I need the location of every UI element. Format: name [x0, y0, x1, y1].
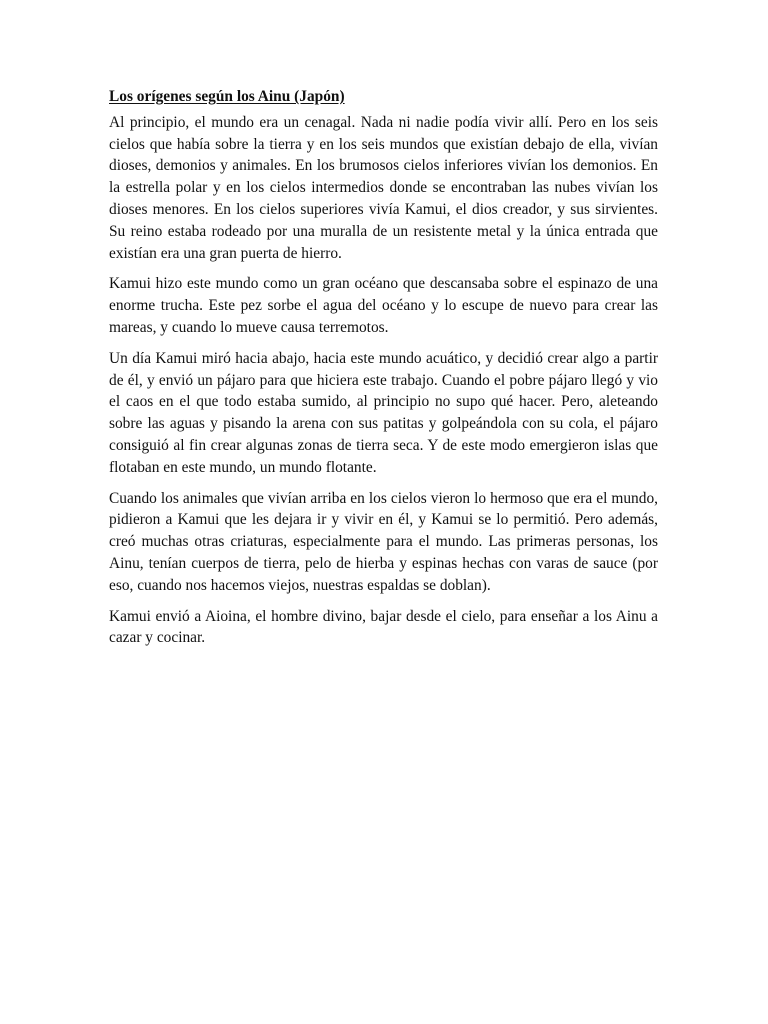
- paragraph-4: Cuando los animales que vivían arriba en los cielos vieron lo hermoso que era el mundo, pidieron a Kamui que les dejara ir y vivir en él, y Kamui se lo permitió. Pero además, creó muchas otras criaturas, especialmente para el mundo. Las primeras personas, los Ainu, tenían cuerpos de tierra, pelo de hierba y espinas hechas con varas de sauce (por eso, cuando nos hacemos viejos, nuestras espaldas se doblan).: [109, 489, 658, 594]
- paragraph-1: Al principio, el mundo era un cenagal. Nada ni nadie podía vivir allí. Pero en los seis cielos que había sobre la tierra y en los seis mundos que existían debajo de ella, vivían dioses, demonios y animales. En los brumosos cielos inferiores vivían los demonios. En la estrella polar y en los cielos intermedios donde se encontraban las nubes vivían los dioses menores. En los cielos superiores vivía Kamui, el dios creador, y sus sirvientes. Su reino estaba rodeado por una muralla de un resistente metal y la única entrada que existían era una gran puerta de hierro.: [109, 113, 658, 262]
- paragraph-2: Kamui hizo este mundo como un gran océano que descansaba sobre el espinazo de una enorme trucha. Este pez sorbe el agua del océano y lo escupe de nuevo para crear las mareas, y cuando lo mueve causa terremotos.: [109, 275, 658, 336]
- paragraph-3: Un día Kamui miró hacia abajo, hacia este mundo acuático, y decidió crear algo a partir de él, y envió un pájaro para que hiciera este trabajo. Cuando el pobre pájaro llegó y vio el caos en el que todo estaba sumido, al principio no supo qué hacer. Pero, aleteando sobre las aguas y pisando la arena con sus patitas y golpeándola con su cola, el pájaro consiguió al fin crear algunas zonas de tierra seca. Y de este modo emergieron islas que flotaban en este mundo, un mundo flotante.: [109, 349, 658, 476]
- paragraph-5: Kamui envió a Aioina, el hombre divino, bajar desde el cielo, para enseñar a los Ainu a cazar y cocinar.: [109, 607, 658, 647]
- document-title: Los orígenes según los Ainu (Japón): [109, 88, 345, 105]
- document-body: [109, 86, 658, 658]
